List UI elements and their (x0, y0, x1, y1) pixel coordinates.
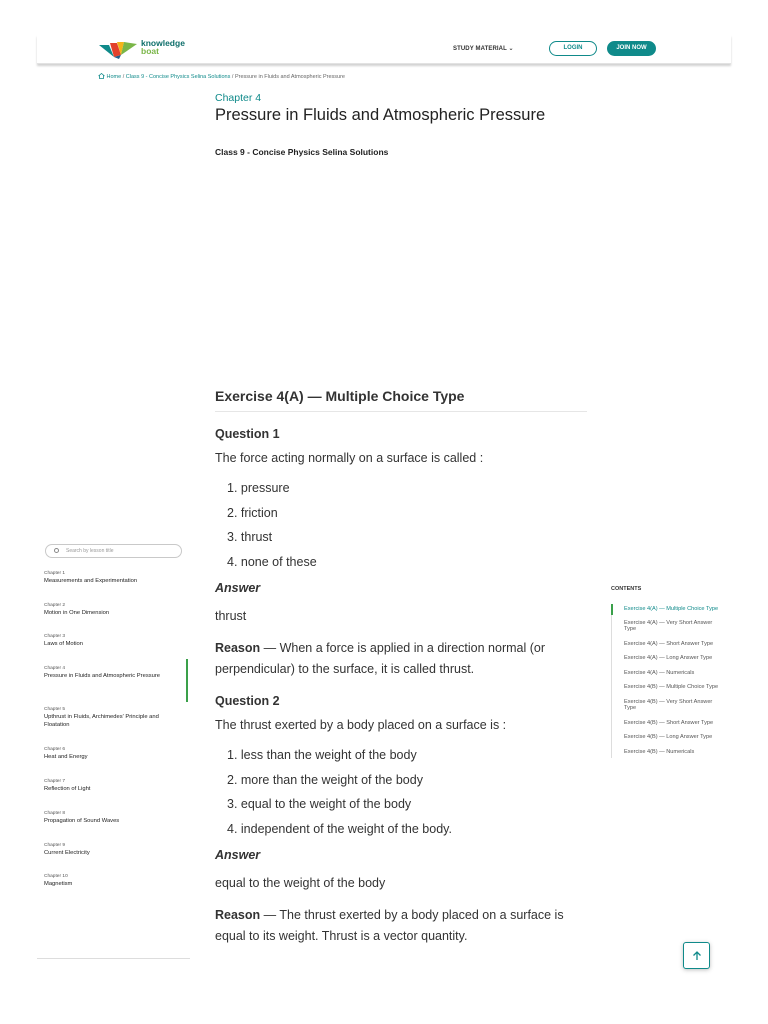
toc-item[interactable]: Exercise 4(A) — Short Answer Type (624, 640, 714, 647)
breadcrumb (98, 73, 345, 80)
option-item: 2. more than the weight of the body (227, 772, 423, 787)
chapter-number: Chapter 7 (44, 779, 66, 784)
chapter-name: Pressure in Fluids and Atmospheric Pressure (44, 673, 160, 679)
sidebar-item-chapter-7[interactable] (44, 778, 184, 793)
sidebar-item-chapter-4[interactable] (44, 665, 169, 680)
chapter-number: Chapter 8 (44, 811, 66, 816)
breadcrumb-current: Pressure in Fluids and Atmospheric Pressure (234, 74, 345, 80)
answer-label: Answer (215, 847, 261, 862)
chapter-name: Current Electricity (44, 850, 90, 856)
chapter-number: Chapter 6 (44, 747, 66, 752)
answer-text: thrust (215, 608, 247, 623)
option-item: 2. friction (227, 505, 278, 520)
sidebar-item-chapter-8[interactable] (44, 810, 184, 825)
scroll-to-top-button[interactable] (683, 942, 710, 969)
chapter-name: Heat and Energy (44, 754, 88, 760)
reason-paragraph (215, 638, 587, 680)
reason-paragraph (215, 905, 587, 947)
exercise-heading: Exercise 4(A) — Multiple Choice Type (215, 388, 587, 412)
options-list (227, 476, 587, 575)
study-material-dropdown[interactable]: STUDY MATERIAL ⌄ (453, 46, 514, 52)
option-item: 3. equal to the weight of the body (227, 797, 412, 812)
breadcrumb-home-link[interactable]: Home (106, 74, 122, 80)
home-icon[interactable] (98, 73, 105, 79)
page-subtitle: Class 9 - Concise Physics Selina Solutions (215, 147, 389, 157)
option-item: 1. pressure (227, 481, 290, 495)
answer-text: equal to the weight of the body (215, 875, 386, 890)
chapter-number: Chapter 1 (44, 571, 66, 576)
option-item: 4. independent of the weight of the body. (227, 821, 452, 836)
sidebar-item-chapter-9[interactable] (44, 842, 184, 857)
page-title: Pressure in Fluids and Atmospheric Pressure (215, 106, 546, 124)
sidebar-item-chapter-6[interactable] (44, 746, 184, 761)
question-text: The thrust exerted by a body placed on a surface is : (215, 717, 507, 732)
sidebar-item-chapter-5[interactable] (44, 706, 184, 729)
chapter-name: Motion in One Dimension (44, 610, 110, 616)
reason-label: Reason (215, 640, 261, 655)
top-navbar (37, 35, 731, 64)
breadcrumb-separator: / (230, 74, 235, 80)
chapter-number: Chapter 5 (44, 707, 66, 712)
breadcrumb-class-link[interactable]: Class 9 - Concise Physics Selina Solutions (125, 74, 231, 80)
chapter-label: Chapter 4 (215, 92, 262, 104)
reason-text: — The thrust exerted by a body placed on a surface is equal to its weight. Thrust is a vector quantity. (215, 907, 564, 943)
chapter-sidebar (37, 537, 190, 959)
chapter-name: Upthrust in Fluids, Archimedes' Principle and Floatation (44, 714, 159, 728)
toc-list (611, 604, 723, 758)
option-item: 3. thrust (227, 530, 273, 545)
question-text: The force acting normally on a surface is called : (215, 451, 484, 465)
toc-item[interactable]: Exercise 4(A) — Long Answer Type (624, 655, 713, 661)
main-content (215, 388, 587, 947)
question-title: Question 2 (215, 693, 280, 708)
chapter-number: Chapter 10 (44, 874, 68, 879)
toc-heading: CONTENTS (611, 586, 642, 592)
toc-item[interactable]: Exercise 4(B) — Numericals (624, 748, 695, 755)
option-item: 1. less than the weight of the body (227, 747, 417, 762)
chapter-number: Chapter 9 (44, 843, 66, 848)
toc-item[interactable]: Exercise 4(B) — Very Short Answer Type (624, 698, 713, 711)
login-button[interactable]: LOGIN (549, 41, 597, 56)
chapter-name: Magnetism (44, 881, 73, 887)
chapter-name: Measurements and Experimentation (44, 578, 138, 584)
options-list (227, 743, 587, 842)
logo-text-line1: knowledge (141, 38, 185, 48)
logo-text-line2: boat (141, 46, 159, 56)
reason-text: — When a force is applied in a direction normal (or perpendicular) to the surface, it is called thrust. (215, 640, 546, 676)
answer-label: Answer (215, 580, 261, 595)
chapter-name: Propagation of Sound Waves (44, 818, 120, 824)
contents-toc (611, 586, 723, 758)
chapter-number: Chapter 2 (44, 603, 66, 608)
logo-wordmark[interactable] (141, 39, 185, 55)
reason-label: Reason (215, 907, 261, 922)
breadcrumb-separator: / (121, 74, 126, 80)
search-input[interactable] (45, 544, 182, 558)
arrow-up-icon (691, 950, 703, 962)
sidebar-item-chapter-2[interactable] (44, 602, 184, 617)
toc-item[interactable]: Exercise 4(A) — Very Short Answer Type (624, 619, 713, 632)
toc-item[interactable]: Exercise 4(B) — Short Answer Type (624, 719, 714, 726)
toc-item[interactable]: Exercise 4(A) — Numericals (624, 669, 695, 676)
sidebar-item-chapter-3[interactable] (44, 633, 184, 648)
chapter-name: Laws of Motion (44, 641, 83, 647)
sidebar-item-chapter-10[interactable] (44, 873, 184, 888)
toc-item[interactable]: Exercise 4(B) — Multiple Choice Type (624, 684, 719, 690)
chapter-number: Chapter 3 (44, 634, 66, 639)
toc-item[interactable]: Exercise 4(B) — Long Answer Type (624, 734, 713, 740)
question-title: Question 1 (215, 427, 280, 441)
search-placeholder: Search by lesson title (66, 548, 114, 554)
active-chapter-indicator (186, 659, 188, 702)
option-item: 4. none of these (227, 555, 317, 570)
toc-item-active[interactable]: Exercise 4(A) — Multiple Choice Type (611, 604, 723, 615)
join-now-button[interactable]: JOIN NOW (607, 41, 656, 56)
sidebar-item-chapter-1[interactable] (44, 570, 184, 585)
search-icon (54, 548, 59, 553)
chapter-number: Chapter 4 (44, 666, 66, 671)
chapter-name: Reflection of Light (44, 786, 91, 792)
